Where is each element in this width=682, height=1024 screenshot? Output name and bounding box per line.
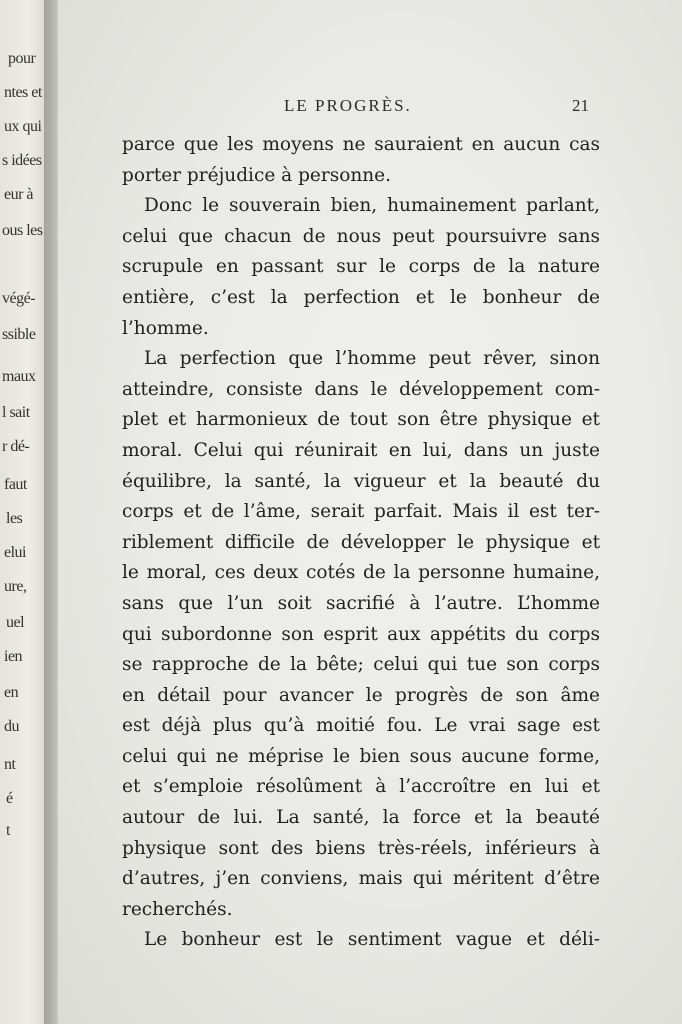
text-line: riblement difficile de développer le physique et: [122, 531, 600, 553]
facing-page-fragment: é: [6, 790, 13, 807]
facing-page-fragment: uel: [6, 614, 25, 631]
text-line: La perfection que l’homme peut rêver, sinon: [144, 348, 600, 370]
facing-page-fragment: ssible: [2, 326, 36, 343]
text-line: l’homme.: [122, 317, 209, 339]
text-line: le moral, ces deux cotés de la personne humaine,: [122, 562, 600, 584]
paragraph: [122, 344, 600, 925]
facing-page-fragment: ien: [4, 648, 23, 665]
facing-page-fragment: l sait: [2, 404, 30, 421]
facing-page-fragment: faut: [4, 476, 27, 493]
text-line: physique sont des biens très-réels, inférieurs à: [122, 837, 600, 859]
facing-page-fragment: elui: [4, 544, 26, 561]
facing-page-fragment: s idées: [2, 152, 42, 169]
paragraph: [122, 925, 600, 956]
paragraph: [122, 130, 600, 191]
text-line: qui subordonne son esprit aux appétits du corps: [122, 623, 600, 645]
text-line: Donc le souverain bien, humainement parlant,: [144, 195, 600, 217]
text-line: est déjà plus qu’à moitié fou. Le vrai sage est: [122, 715, 600, 737]
book-page: [58, 0, 682, 1024]
facing-page-fragment: maux: [2, 368, 36, 385]
facing-page-fragment: ux qui: [4, 118, 42, 135]
facing-page-fragment: les: [6, 510, 23, 527]
facing-page-fragment: en: [4, 684, 19, 701]
facing-page-fragment: végé-: [2, 290, 36, 307]
text-line: scrupule en passant sur le corps de la nature: [122, 256, 600, 278]
text-line: parce que les moyens ne sauraient en aucun cas: [122, 134, 600, 155]
facing-page-fragment: du: [4, 718, 19, 735]
facing-page-fragment: r dé-: [2, 438, 30, 455]
running-title: LE PROGRÈS.: [284, 96, 412, 115]
text-line: atteindre, consiste dans le développement com-: [122, 378, 600, 400]
text-line: recherchés.: [122, 898, 233, 920]
text-line: se rapproche de la bête; celui qui tue son corps: [122, 654, 600, 676]
text-line: autour de lui. La santé, la force et la beauté: [122, 807, 600, 829]
facing-page-fragment: ure,: [4, 578, 27, 595]
text-line: moral. Celui qui réunirait en lui, dans un juste: [122, 439, 600, 461]
text-line: d’autres, j’en conviens, mais qui méritent d’être: [122, 868, 600, 890]
text-line: Le bonheur est le sentiment vague et déli-: [144, 929, 600, 951]
text-line: celui que chacun de nous peut poursuivre sans: [122, 225, 600, 247]
facing-page-fragment: eur à: [4, 186, 34, 203]
paragraph: [122, 191, 600, 344]
facing-page-fragment: pour: [8, 50, 36, 67]
text-line: entière, c’est la perfection et le bonheur de: [122, 286, 600, 308]
text-line: et s’emploie résolûment à l’accroître en lui et: [122, 776, 600, 798]
body-text: [122, 130, 600, 956]
facing-page-fragment: ous les: [2, 222, 43, 239]
text-line: celui qui ne méprise le bien sous aucune forme,: [122, 745, 600, 767]
facing-page-fragment: nt: [4, 756, 16, 773]
page-number: 21: [572, 96, 589, 115]
running-head: [58, 96, 598, 120]
text-line: en détail pour avancer le progrès de son âme: [122, 684, 600, 706]
facing-page-edge: [0, 0, 48, 1024]
text-line: corps et de l’âme, serait parfait. Mais il est ter-: [122, 501, 600, 523]
text-line: plet et harmonieux de tout son être physique et: [122, 409, 600, 431]
text-line: équilibre, la santé, la vigueur et la beauté du: [122, 470, 600, 492]
facing-page-fragment: t: [6, 822, 10, 839]
text-line: sans que l’un soit sacrifié à l’autre. L’homme: [122, 592, 600, 614]
facing-page-fragment: ntes et: [4, 84, 42, 101]
text-line: porter préjudice à personne.: [122, 164, 391, 186]
